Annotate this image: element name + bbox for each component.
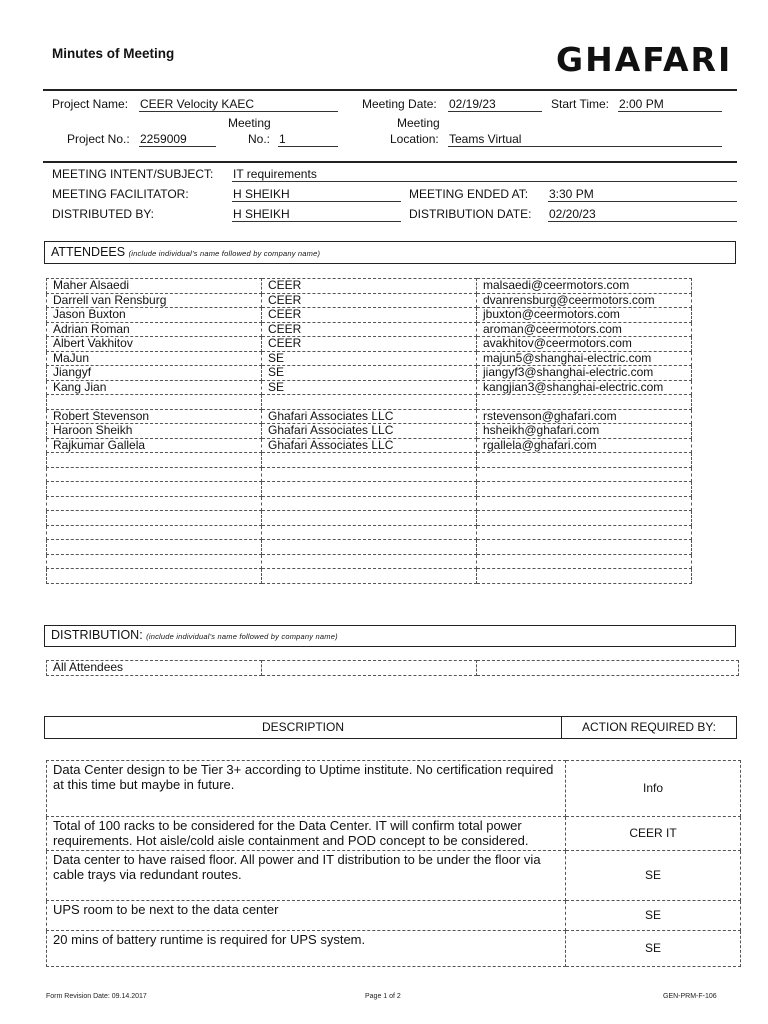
company-cell: SE <box>262 351 477 366</box>
attendee-row <box>47 525 692 540</box>
distribution-date-value: 02/20/23 <box>548 207 737 222</box>
action-column-header: ACTION REQUIRED BY: <box>581 720 717 734</box>
description-header <box>44 716 737 739</box>
name-cell: Darrell van Rensburg <box>47 293 262 308</box>
company-cell <box>262 467 477 482</box>
company-cell <box>262 569 477 584</box>
action-item-row <box>47 931 741 967</box>
email-cell <box>477 453 692 468</box>
company-cell <box>262 496 477 511</box>
email-cell <box>477 540 692 555</box>
email-cell: majun5@shanghai-electric.com <box>477 351 692 366</box>
item-description: 20 mins of battery runtime is required for UPS system. <box>47 931 566 967</box>
attendees-title <box>51 245 320 259</box>
item-action-required-by: Info <box>566 761 741 817</box>
attendees-note: (include individual’s name followed by company name) <box>128 249 321 258</box>
name-cell: Jiangyf <box>47 366 262 381</box>
meeting-date-value: 02/19/23 <box>448 97 542 112</box>
name-cell: Rajkumar Gallela <box>47 438 262 453</box>
attendee-row <box>47 540 692 555</box>
company-cell: SE <box>262 366 477 381</box>
action-item-row <box>47 761 741 817</box>
email-cell <box>477 395 692 410</box>
attendee-row <box>47 409 692 424</box>
company-cell: CEER <box>262 279 477 294</box>
meeting-no-value: 1 <box>278 132 338 147</box>
meeting-ended-label: MEETING ENDED AT: <box>409 187 529 201</box>
email-cell: rstevenson@ghafari.com <box>477 409 692 424</box>
meeting-location-label: Location: <box>390 132 439 146</box>
item-description: Data Center design to be Tier 3+ according to Uptime institute. No certification required at this time but maybe in future. <box>47 761 566 817</box>
distribution-date-label: DISTRIBUTION DATE: <box>409 207 532 221</box>
distribution-title-text: DISTRIBUTION: <box>51 628 143 642</box>
name-cell <box>47 496 262 511</box>
distribution-table <box>46 660 739 676</box>
meeting-intent-value: IT requirements <box>232 167 737 182</box>
company-cell <box>262 453 477 468</box>
email-cell: malsaedi@ceermotors.com <box>477 279 692 294</box>
email-cell: jbuxton@ceermotors.com <box>477 308 692 323</box>
email-cell <box>477 569 692 584</box>
action-item-row <box>47 851 741 901</box>
email-cell <box>477 511 692 526</box>
meeting-location-value: Teams Virtual <box>448 132 722 147</box>
company-cell: Ghafari Associates LLC <box>262 438 477 453</box>
divider-top <box>43 89 737 91</box>
name-cell <box>47 554 262 569</box>
attendee-row <box>47 511 692 526</box>
email-cell <box>477 554 692 569</box>
company-cell <box>262 395 477 410</box>
email-cell: dvanrensburg@ceermotors.com <box>477 293 692 308</box>
name-cell <box>47 569 262 584</box>
company-cell: Ghafari Associates LLC <box>262 424 477 439</box>
attendees-title-text: ATTENDEES <box>51 245 126 259</box>
form-revision-date: Form Revision Date: 09.14.2017 <box>46 993 147 1000</box>
email-cell <box>477 496 692 511</box>
attendee-row <box>47 380 692 395</box>
meeting-date-label: Meeting Date: <box>362 97 437 111</box>
company-cell: CEER <box>262 322 477 337</box>
attendee-row <box>47 308 692 323</box>
email-cell: rgallela@ghafari.com <box>477 438 692 453</box>
name-cell <box>47 540 262 555</box>
attendees-table <box>46 278 692 584</box>
name-cell <box>47 511 262 526</box>
name-cell <box>47 453 262 468</box>
meeting-intent-label: MEETING INTENT/SUBJECT: <box>52 167 214 181</box>
project-name-value: CEER Velocity KAEC <box>139 97 338 112</box>
email-cell: avakhitov@ceermotors.com <box>477 337 692 352</box>
company-cell: Ghafari Associates LLC <box>262 409 477 424</box>
company-cell <box>262 554 477 569</box>
email-cell <box>477 661 739 676</box>
project-number-value: 2259009 <box>139 132 216 147</box>
attendees-header <box>44 241 736 264</box>
meeting-no-label: No.: <box>248 132 271 146</box>
name-cell <box>47 525 262 540</box>
attendee-row <box>47 279 692 294</box>
company-cell: CEER <box>262 293 477 308</box>
distribution-title <box>51 628 338 642</box>
description-column-header: DESCRIPTION <box>45 717 562 738</box>
email-cell <box>477 467 692 482</box>
meeting-ended-value: 3:30 PM <box>548 187 737 202</box>
attendee-row <box>47 438 692 453</box>
item-description: Total of 100 racks to be considered for the Data Center. IT will confirm total power requirements. Hot aisle/cold aisle containment and POD concept to be considered. <box>47 817 566 851</box>
attendee-row <box>47 293 692 308</box>
name-cell: Jason Buxton <box>47 308 262 323</box>
name-cell: All Attendees <box>47 661 262 676</box>
attendee-row <box>47 453 692 468</box>
email-cell <box>477 525 692 540</box>
distribution-header <box>44 625 736 647</box>
item-description: UPS room to be next to the data center <box>47 901 566 931</box>
name-cell: Maher Alsaedi <box>47 279 262 294</box>
attendee-row <box>47 467 692 482</box>
item-action-required-by: CEER IT <box>566 817 741 851</box>
email-cell: hsheikh@ghafari.com <box>477 424 692 439</box>
name-cell: Robert Stevenson <box>47 409 262 424</box>
attendee-row <box>47 569 692 584</box>
action-item-row <box>47 817 741 851</box>
name-cell <box>47 482 262 497</box>
company-cell <box>262 511 477 526</box>
item-action-required-by: SE <box>566 931 741 967</box>
project-name-label: Project Name: <box>52 97 129 111</box>
start-time-value: 2:00 PM <box>618 97 722 112</box>
meeting-location-label-top: Meeting <box>397 116 440 130</box>
distributed-by-value: H SHEIKH <box>232 207 401 222</box>
attendee-row <box>47 482 692 497</box>
company-cell: SE <box>262 380 477 395</box>
item-action-required-by: SE <box>566 851 741 901</box>
distribution-note: (include individual’s name followed by company name) <box>146 632 338 641</box>
name-cell <box>47 467 262 482</box>
attendee-row <box>47 554 692 569</box>
project-number-label: Project No.: <box>67 132 130 146</box>
email-cell <box>477 482 692 497</box>
attendee-row <box>47 395 692 410</box>
name-cell: MaJun <box>47 351 262 366</box>
company-cell <box>262 661 477 676</box>
page-title: Minutes of Meeting <box>52 46 175 61</box>
email-cell: aroman@ceermotors.com <box>477 322 692 337</box>
company-cell <box>262 482 477 497</box>
item-description: Data center to have raised floor. All power and IT distribution to be under the floor via cable trays via redundant routes. <box>47 851 566 901</box>
company-cell: CEER <box>262 308 477 323</box>
attendee-row <box>47 424 692 439</box>
action-item-row <box>47 901 741 931</box>
attendee-row <box>47 351 692 366</box>
company-cell <box>262 540 477 555</box>
action-items-table <box>46 760 741 967</box>
attendee-row <box>47 366 692 381</box>
name-cell: Adrian Roman <box>47 322 262 337</box>
company-cell: CEER <box>262 337 477 352</box>
item-action-required-by: SE <box>566 901 741 931</box>
name-cell: Haroon Sheikh <box>47 424 262 439</box>
email-cell: kangjian3@shanghai-electric.com <box>477 380 692 395</box>
form-code: GEN-PRM-F-106 <box>663 993 717 1000</box>
name-cell <box>47 395 262 410</box>
attendee-row <box>47 322 692 337</box>
name-cell: Albert Vakhitov <box>47 337 262 352</box>
email-cell: jiangyf3@shanghai-electric.com <box>477 366 692 381</box>
meeting-no-label-top: Meeting <box>228 116 271 130</box>
meeting-facilitator-value: H SHEIKH <box>232 187 401 202</box>
meeting-facilitator-label: MEETING FACILITATOR: <box>52 187 189 201</box>
start-time-label: Start Time: <box>551 97 610 111</box>
ghafari-logo: GHAFARI <box>556 40 733 79</box>
attendee-row <box>47 337 692 352</box>
name-cell: Kang Jian <box>47 380 262 395</box>
distribution-row <box>47 661 739 676</box>
divider-middle <box>43 161 737 163</box>
attendee-row <box>47 496 692 511</box>
distributed-by-label: DISTRIBUTED BY: <box>52 207 155 221</box>
page-number: Page 1 of 2 <box>365 993 401 1000</box>
company-cell <box>262 525 477 540</box>
